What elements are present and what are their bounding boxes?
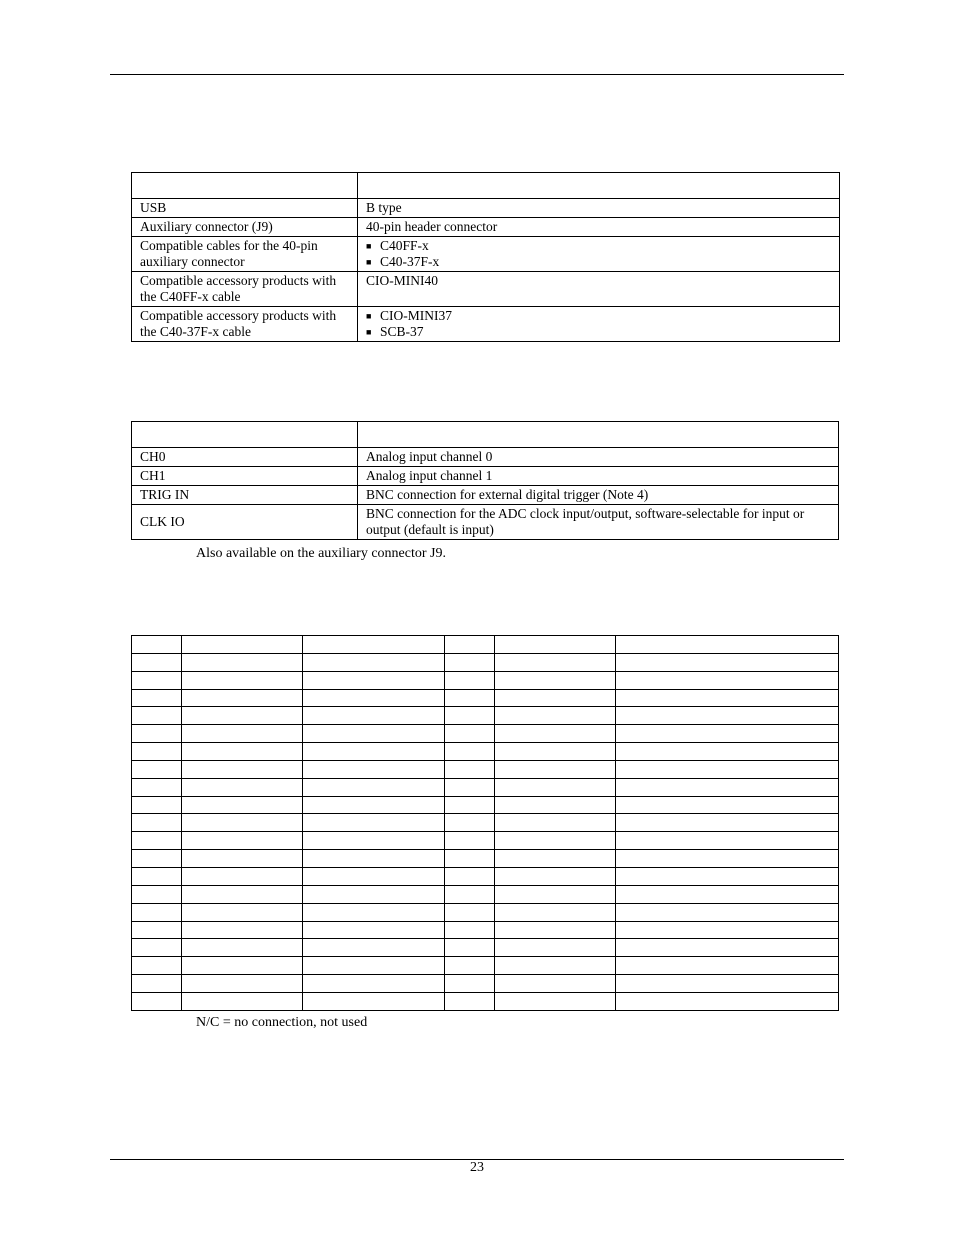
pinout-cell	[132, 814, 182, 832]
header-cell	[358, 422, 839, 448]
pinout-cell	[445, 957, 495, 975]
pinout-cell	[182, 636, 303, 654]
row-value: CIO-MINI40	[358, 272, 840, 307]
pinout-cell	[182, 671, 303, 689]
pinout-cell	[616, 850, 839, 868]
pinout-cell	[182, 992, 303, 1010]
header-cell	[132, 422, 358, 448]
pinout-cell	[132, 778, 182, 796]
row-label: Compatible accessory products with the C40FF-x cable	[132, 272, 358, 307]
table-header-row	[132, 422, 839, 448]
pinout-cell	[445, 867, 495, 885]
table-row	[132, 218, 840, 237]
pinout-cell	[445, 778, 495, 796]
pinout-cell	[303, 636, 445, 654]
table-row	[132, 743, 839, 761]
pinout-cell	[445, 903, 495, 921]
pinout-cell	[616, 653, 839, 671]
pinout-cell	[445, 671, 495, 689]
pinout-cell	[495, 689, 616, 707]
pinout-cell	[303, 778, 445, 796]
pinout-cell	[445, 725, 495, 743]
pinout-cell	[303, 975, 445, 993]
pinout-cell	[445, 992, 495, 1010]
pinout-cell	[445, 814, 495, 832]
pinout-cell	[132, 796, 182, 814]
pinout-cell	[495, 760, 616, 778]
pinout-cell	[495, 850, 616, 868]
table-row	[132, 725, 839, 743]
pinout-cell	[445, 850, 495, 868]
pinout-table	[131, 635, 839, 1011]
table-header-row	[132, 173, 840, 199]
pinout-cell	[445, 689, 495, 707]
table-row	[132, 486, 839, 505]
table-row	[132, 671, 839, 689]
bullet-list	[366, 308, 831, 340]
pinout-cell	[616, 778, 839, 796]
pinout-cell	[445, 832, 495, 850]
pinout-cell	[132, 707, 182, 725]
table-row	[132, 921, 839, 939]
header-cell	[132, 173, 358, 199]
pinout-cell	[495, 885, 616, 903]
table-row	[132, 707, 839, 725]
pinout-cell	[303, 992, 445, 1010]
pinout-cell	[303, 814, 445, 832]
pinout-cell	[182, 689, 303, 707]
pinout-cell	[616, 760, 839, 778]
pinout-cell	[182, 796, 303, 814]
pinout-cell	[616, 814, 839, 832]
list-item: ■ C40FF-x	[366, 238, 831, 254]
pinout-cell	[303, 921, 445, 939]
pinout-cell	[616, 921, 839, 939]
pinout-cell	[445, 796, 495, 814]
pinout-cell	[182, 707, 303, 725]
table-row	[132, 867, 839, 885]
row-value: 40-pin header connector	[358, 218, 840, 237]
pinout-cell	[495, 975, 616, 993]
pinout-cell	[132, 957, 182, 975]
pinout-cell	[616, 885, 839, 903]
pinout-cell	[495, 867, 616, 885]
pinout-cell	[182, 743, 303, 761]
pinout-cell	[182, 760, 303, 778]
connector-table	[131, 172, 840, 342]
pinout-cell	[495, 725, 616, 743]
pinout-cell	[495, 957, 616, 975]
pinout-cell	[616, 636, 839, 654]
pinout-cell	[303, 725, 445, 743]
pinout-cell	[616, 957, 839, 975]
pinout-cell	[495, 992, 616, 1010]
pinout-cell	[445, 939, 495, 957]
signal-table-note: Also available on the auxiliary connector J9.	[196, 546, 446, 561]
pinout-cell	[132, 850, 182, 868]
row-value: Analog input channel 0	[358, 448, 839, 467]
pinout-cell	[132, 903, 182, 921]
pinout-cell	[182, 921, 303, 939]
pinout-cell	[616, 832, 839, 850]
pinout-cell	[495, 832, 616, 850]
table-row	[132, 975, 839, 993]
row-label: CH1	[132, 467, 358, 486]
table-row	[132, 850, 839, 868]
pinout-cell	[303, 939, 445, 957]
pinout-cell	[303, 796, 445, 814]
pinout-cell	[616, 796, 839, 814]
list-item: ■ CIO-MINI37	[366, 308, 831, 324]
table-row	[132, 653, 839, 671]
pinout-cell	[495, 903, 616, 921]
pinout-cell	[495, 939, 616, 957]
pinout-cell	[495, 671, 616, 689]
row-value: Analog input channel 1	[358, 467, 839, 486]
pinout-cell	[132, 975, 182, 993]
row-label: Compatible accessory products with the C40-37F-x cable	[132, 307, 358, 342]
pinout-cell	[182, 975, 303, 993]
table-row	[132, 885, 839, 903]
pinout-table-note: N/C = no connection, not used	[196, 1015, 368, 1030]
pinout-cell	[182, 814, 303, 832]
row-value: BNC connection for the ADC clock input/output, software-selectable for input or output (default is input)	[358, 505, 839, 540]
row-value	[358, 307, 840, 342]
row-label: CH0	[132, 448, 358, 467]
pinout-cell	[616, 707, 839, 725]
table-row	[132, 903, 839, 921]
pinout-cell	[445, 760, 495, 778]
pinout-cell	[182, 885, 303, 903]
pinout-cell	[616, 975, 839, 993]
row-label: TRIG IN	[132, 486, 358, 505]
pinout-cell	[495, 707, 616, 725]
header-rule	[110, 74, 844, 75]
header-cell	[358, 173, 840, 199]
pinout-cell	[182, 850, 303, 868]
pinout-cell	[616, 725, 839, 743]
pinout-cell	[132, 653, 182, 671]
pinout-cell	[303, 832, 445, 850]
signal-table	[131, 421, 839, 540]
pinout-cell	[132, 689, 182, 707]
pinout-cell	[132, 885, 182, 903]
pinout-cell	[303, 867, 445, 885]
pinout-cell	[303, 671, 445, 689]
table-row	[132, 448, 839, 467]
pinout-cell	[132, 760, 182, 778]
pinout-cell	[303, 743, 445, 761]
table-row	[132, 467, 839, 486]
table-row	[132, 689, 839, 707]
pinout-cell	[182, 867, 303, 885]
pinout-cell	[445, 885, 495, 903]
pinout-cell	[182, 778, 303, 796]
pinout-cell	[495, 814, 616, 832]
list-item: ■ C40-37F-x	[366, 254, 831, 270]
pinout-table-body	[132, 636, 839, 1011]
pinout-cell	[182, 725, 303, 743]
pinout-cell	[616, 939, 839, 957]
pinout-cell	[132, 832, 182, 850]
pinout-cell	[616, 992, 839, 1010]
pinout-cell	[132, 939, 182, 957]
pinout-cell	[132, 636, 182, 654]
pinout-cell	[132, 992, 182, 1010]
pinout-cell	[445, 921, 495, 939]
pinout-cell	[616, 743, 839, 761]
pinout-cell	[445, 743, 495, 761]
row-value: BNC connection for external digital trigger (Note 4)	[358, 486, 839, 505]
table-row	[132, 939, 839, 957]
pinout-cell	[495, 796, 616, 814]
pinout-cell	[132, 725, 182, 743]
pinout-cell	[616, 903, 839, 921]
pinout-cell	[132, 671, 182, 689]
pinout-cell	[182, 832, 303, 850]
table-row	[132, 760, 839, 778]
pinout-cell	[182, 939, 303, 957]
page-number: 23	[470, 1160, 484, 1175]
table-row	[132, 778, 839, 796]
pinout-cell	[303, 850, 445, 868]
pinout-cell	[495, 778, 616, 796]
pinout-cell	[495, 636, 616, 654]
pinout-cell	[132, 743, 182, 761]
pinout-cell	[132, 867, 182, 885]
pinout-cell	[303, 707, 445, 725]
row-value: B type	[358, 199, 840, 218]
pinout-cell	[495, 743, 616, 761]
row-label: Compatible cables for the 40-pin auxiliary connector	[132, 237, 358, 272]
table-row	[132, 796, 839, 814]
table-row	[132, 199, 840, 218]
pinout-cell	[495, 921, 616, 939]
pinout-cell	[445, 975, 495, 993]
bullet-list	[366, 238, 831, 270]
pinout-cell	[303, 653, 445, 671]
pinout-cell	[303, 903, 445, 921]
table-row	[132, 505, 839, 540]
pinout-cell	[616, 867, 839, 885]
row-label: CLK IO	[132, 505, 358, 540]
pinout-cell	[616, 689, 839, 707]
pinout-cell	[303, 760, 445, 778]
table-row	[132, 957, 839, 975]
row-value	[358, 237, 840, 272]
table-row	[132, 832, 839, 850]
row-label: Auxiliary connector (J9)	[132, 218, 358, 237]
table-row	[132, 992, 839, 1010]
table-row	[132, 814, 839, 832]
pinout-cell	[132, 921, 182, 939]
pinout-cell	[182, 653, 303, 671]
pinout-cell	[495, 653, 616, 671]
table-row	[132, 307, 840, 342]
table-row	[132, 237, 840, 272]
pinout-cell	[182, 957, 303, 975]
pinout-cell	[182, 903, 303, 921]
pinout-cell	[445, 707, 495, 725]
pinout-cell	[303, 689, 445, 707]
pinout-cell	[303, 885, 445, 903]
table-row	[132, 272, 840, 307]
pinout-cell	[616, 671, 839, 689]
pinout-cell	[445, 636, 495, 654]
list-item: ■ SCB-37	[366, 324, 831, 340]
pinout-cell	[303, 957, 445, 975]
table-row	[132, 636, 839, 654]
pinout-cell	[445, 653, 495, 671]
row-label: USB	[132, 199, 358, 218]
